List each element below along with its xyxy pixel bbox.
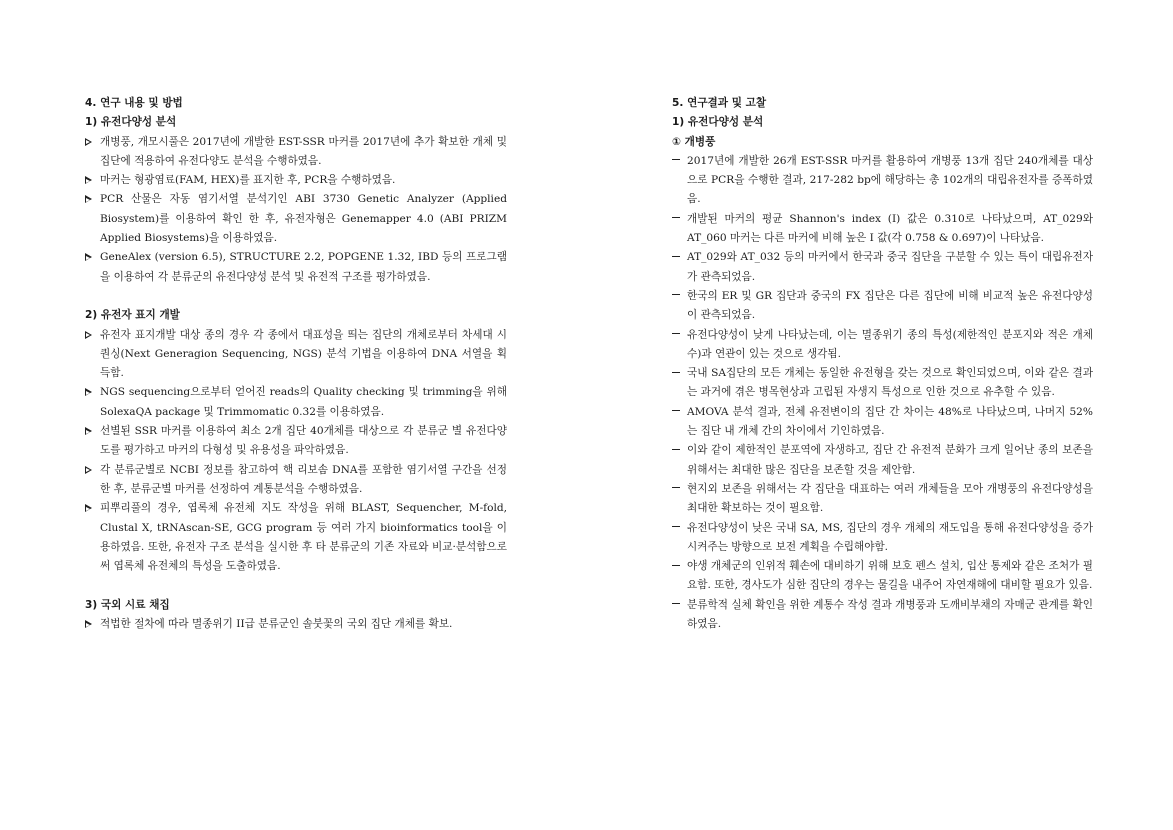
list-marker-development [85,326,507,577]
list-item: 한국의 ER 및 GR 집단과 중국의 FX 집단은 다른 집단에 비해 비교적 높은 유전다양성이 관측되었음. [672,287,1093,326]
list-item: 이와 같이 제한적인 분포역에 자생하고, 집단 간 유전적 분화가 크게 일어난 종의 보존을 위해서는 최대한 많은 집단을 보존할 것을 제안함. [672,441,1093,480]
list-item: 2017년에 개발한 26개 EST-SSR 마커를 활용하여 개병풍 13개 집단 240개체를 대상으로 PCR을 수행한 결과, 217-282 bp에 해당하는 총 102개의 대립유전자를 증폭하였음. [672,152,1093,210]
list-item: GeneAlex (version 6.5), STRUCTURE 2.2, POPGENE 1.32, IBD 등의 프로그램을 이용하여 각 분류군의 유전다양성 분석 및 유전적 구조를 평가하였음. [85,248,507,287]
subsection-genetic-diversity: 1) 유전다양성 분석 [85,116,177,129]
species-heading: ① 개병풍 [672,135,716,148]
triangle-bullet-icon [85,326,98,346]
list-results [672,152,1093,634]
list-item: 국내 SA집단의 모든 개체는 동일한 유전형을 갖는 것으로 확인되었으며, 이와 같은 결과는 과거에 겪은 병목현상과 고립된 자생지 특성으로 인한 것으로 유추할 수 있음. [672,364,1093,403]
list-item: NGS sequencing으로부터 얻어진 reads의 Quality checking 및 trimming을 위해 SolexaQA package 및 Trimmomatic 0.32를 이용하였음. [85,383,507,422]
dash-bullet-icon [672,519,685,538]
triangle-bullet-icon [85,171,98,191]
list-item: 피뿌리풀의 경우, 엽록체 유전체 지도 작성을 위해 BLAST, Sequencher, M-fold, Clustal X, tRNAscan-SE, GCG program 등 여러 가지 bioinformatics tool을 이용하였음. 또한, 유전자 구조 분석을 실시한 후 타 분류군의 기존 자료와 비교·분석함으로써 엽록체 유전체의 특성을 도출하였음. [85,499,507,576]
triangle-bullet-icon [85,499,98,519]
dash-bullet-icon [672,287,685,306]
subsection-overseas-sampling: 3) 국외 시료 채집 [85,598,170,611]
list-item: 선별된 SSR 마커를 이용하여 최소 2개 집단 40개체를 대상으로 각 분류군 별 유전다양도를 평가하고 마커의 다형성 및 유용성을 파악하였음. [85,422,507,461]
list-item: 유전자 표지개발 대상 종의 경우 각 종에서 대표성을 띄는 집단의 개체로부터 차세대 시퀀싱(Next Generagion Sequencing, NGS) 분석 기법을 이용하여 DNA 서열을 획득함. [85,326,507,384]
dash-bullet-icon [672,326,685,345]
list-item: 마커는 형광염료(FAM, HEX)를 표지한 후, PCR을 수행하였음. [85,171,507,190]
subsection-marker-development: 2) 유전자 표지 개발 [85,309,180,322]
section-title-results: 5. 연구결과 및 고찰 [672,97,767,109]
list-item: 분류학적 실체 확인을 위한 계통수 작성 결과 개병풍과 도깨비부채의 자매군 관계를 확인하였음. [672,596,1093,635]
triangle-bullet-icon [85,133,98,153]
list-item: 유전다양성이 낮은 국내 SA, MS, 집단의 경우 개체의 재도입을 통해 유전다양성을 증가시켜주는 방향으로 보전 계획을 수립해야함. [672,519,1093,558]
subsection-genetic-diversity-results: 1) 유전다양성 분석 [672,116,764,129]
list-item: 현지외 보존을 위해서는 각 집단을 대표하는 여러 개체들을 모아 개병풍의 유전다양성을 최대한 확보하는 것이 필요함. [672,480,1093,519]
list-item: PCR 산물은 자동 염기서열 분석기인 ABI 3730 Genetic Analyzer (Applied Biosystem)를 이용하여 확인 한 후, 유전자형은 Genemapper 4.0 (ABI PRIZM Applied Biosystems)을 이용하였음. [85,190,507,248]
list-overseas-sampling [85,615,507,634]
dash-bullet-icon [672,152,685,171]
list-item: 각 분류군별로 NCBI 정보를 참고하여 핵 리보솜 DNA를 포함한 염기서열 구간을 선정한 후, 분류군별 마커를 선정하여 계통분석을 수행하였음. [85,461,507,500]
dash-bullet-icon [672,480,685,499]
list-item: AMOVA 분석 결과, 전체 유전변이의 집단 간 차이는 48%로 나타났으며, 나머지 52%는 집단 내 개체 간의 차이에서 기인하였음. [672,403,1093,442]
list-genetic-diversity-methods [85,133,507,287]
list-item: 유전다양성이 낮게 나타났는데, 이는 멸종위기 종의 특성(제한적인 분포지와 적은 개체수)과 연관이 있는 것으로 생각됨. [672,326,1093,365]
list-item: AT_029와 AT_032 등의 마커에서 한국과 중국 집단을 구분할 수 있는 특이 대립유전자가 관측되었음. [672,248,1093,287]
section-title-methods: 4. 연구 내용 및 방법 [85,97,183,109]
triangle-bullet-icon [85,248,98,268]
left-column [85,94,507,634]
list-item: 야생 개체군의 인위적 훼손에 대비하기 위해 보호 펜스 설치, 입산 통제와 같은 조처가 필요함. 또한, 경사도가 심한 집단의 경우는 물길을 내주어 자연재해에 대비할 필요가 있음. [672,557,1093,596]
list-item: 적법한 절차에 따라 멸종위기 II급 분류군인 솔붓꽃의 국외 집단 개체를 확보. [85,615,507,634]
triangle-bullet-icon [85,422,98,442]
list-item: 개발된 마커의 평균 Shannon's index (I) 값은 0.310로 나타났으며, AT_029와 AT_060 마커는 다른 마커에 비해 높은 I 값(각 0.758 & 0.697)이 나타났음. [672,210,1093,249]
dash-bullet-icon [672,403,685,422]
right-column [672,94,1093,634]
list-item: 개병풍, 개모시풀은 2017년에 개발한 EST-SSR 마커를 2017년에 추가 확보한 개체 및 집단에 적용하여 유전다양도 분석을 수행하였음. [85,133,507,172]
dash-bullet-icon [672,210,685,229]
dash-bullet-icon [672,441,685,460]
triangle-bullet-icon [85,383,98,403]
dash-bullet-icon [672,596,685,615]
triangle-bullet-icon [85,615,98,635]
dash-bullet-icon [672,364,685,383]
dash-bullet-icon [672,557,685,576]
triangle-bullet-icon [85,461,98,481]
triangle-bullet-icon [85,190,98,210]
dash-bullet-icon [672,248,685,267]
